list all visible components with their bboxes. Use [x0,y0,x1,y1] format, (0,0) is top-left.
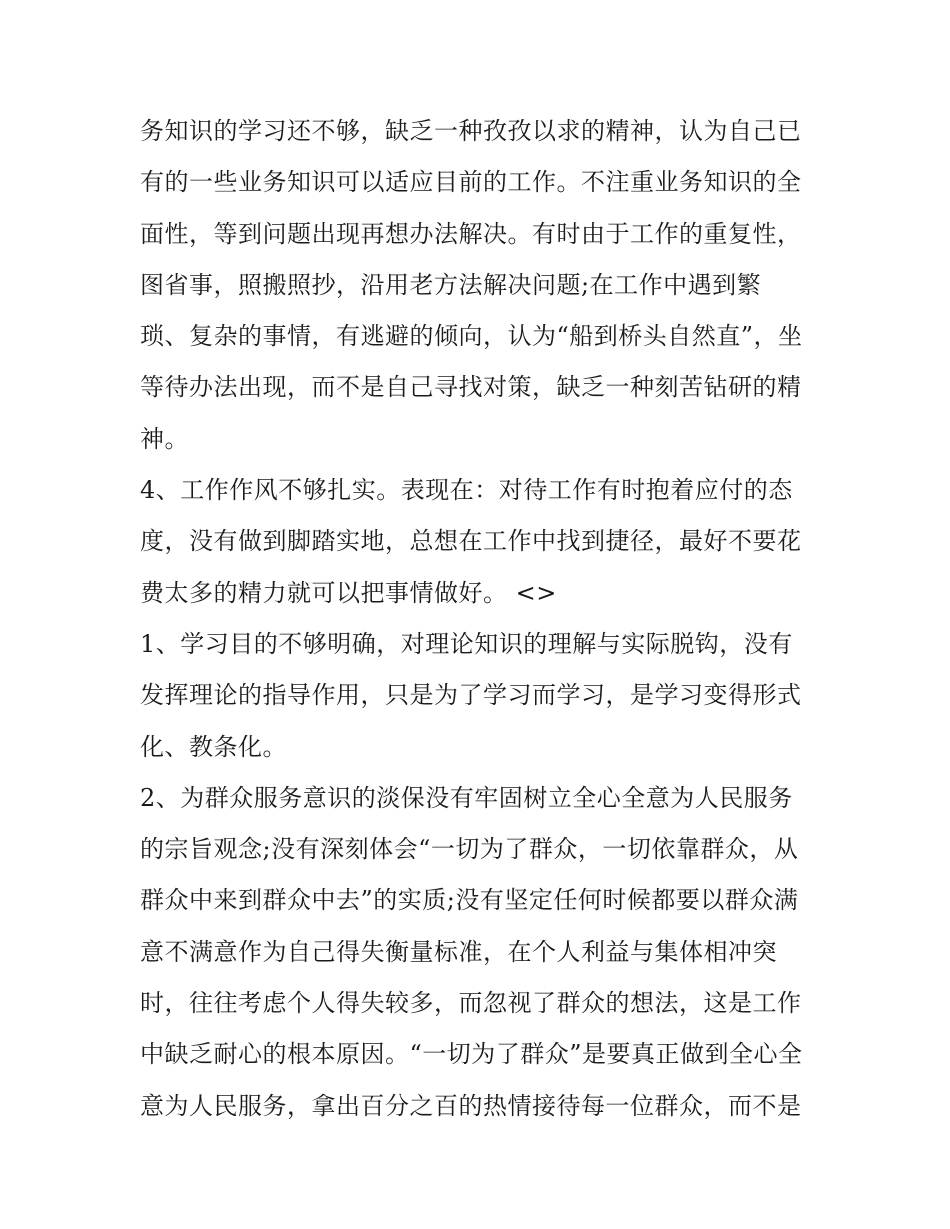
text-line: 等待办法出现，而不是自己寻找对策，缺乏一种刻苦钻研的精 [140,373,802,402]
text-line: 意为人民服务，拿出百分之百的热情接待每一位群众，而不是 [140,1091,802,1120]
text-line: 发挥理论的指导作用，只是为了学习而学习，是学习变得形式 [140,681,802,710]
text-line: 费太多的精力就可以把事情做好。 <> [140,578,557,607]
text-line: 意不满意作为自己得失衡量标准，在个人利益与集体相冲突 [140,937,777,966]
document-body [140,106,820,1132]
text-line: 图省事，照搬照抄，沿用老方法解决问题;在工作中遇到繁 [140,270,762,299]
text-line: 化、教条化。 [140,732,287,761]
text-line: 群众中来到群众中去”的实质;没有坚定任何时候都要以群众满 [140,886,799,915]
text-line: 琐、复杂的事情，有逃避的倾向，认为“船到桥头自然直”，坐 [140,322,803,351]
text-line: 2、为群众服务意识的淡保没有牢固树立全心全意为人民服务 [140,783,793,812]
text-line: 1、学习目的不够明确，对理论知识的理解与实际脱钩，没有 [140,629,793,658]
text-line: 时，往往考虑个人得失较多，而忽视了群众的想法，这是工作 [140,989,802,1018]
text-line: 的宗旨观念;没有深刻体会“一切为了群众，一切依靠群众，从 [140,835,799,864]
text-line: 中缺乏耐心的根本原因。“一切为了群众”是要真正做到全心全 [140,1040,803,1069]
text-line: 度，没有做到脚踏实地，总想在工作中找到捷径，最好不要花 [140,527,802,556]
text-line: 4、工作作风不够扎实。表现在：对待工作有时抱着应付的态 [140,476,793,505]
text-line: 务知识的学习还不够，缺乏一种孜孜以求的精神，认为自己已 [140,117,802,145]
text-line: 面性，等到问题出现再想办法解决。有时由于工作的重复性， [140,219,802,248]
text-line: 神。 [140,424,189,453]
text-line: 有的一些业务知识可以适应目前的工作。不注重业务知识的全 [140,168,802,197]
